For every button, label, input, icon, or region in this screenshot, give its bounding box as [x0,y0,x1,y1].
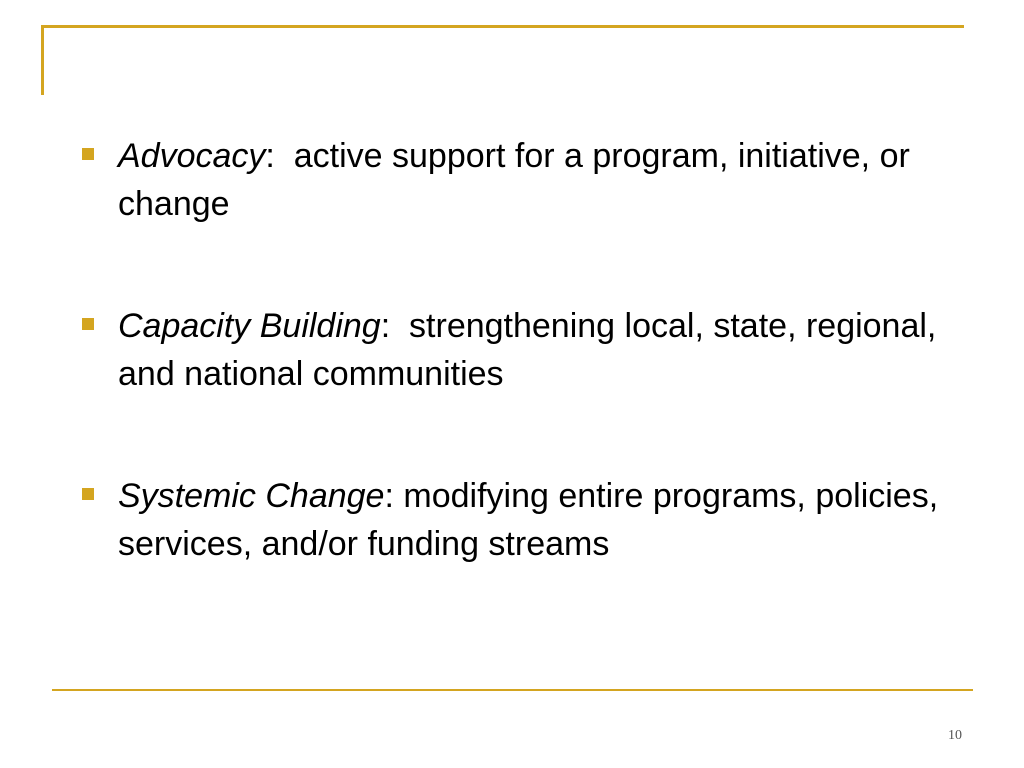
bullet-separator: : [265,137,294,175]
bullet-term: Capacity Building [118,307,381,345]
bullet-definition: strengthening local, state, regional, and national communities [118,307,937,393]
top-vertical-rule [41,25,44,95]
bullet-term: Systemic Change [118,477,385,515]
bullet-definition: active support for a program, initiative, or change [118,137,910,223]
top-horizontal-rule [41,25,964,28]
bullet-separator: : [384,477,404,515]
bullet-item-advocacy [80,132,960,228]
page-number: 10 [948,728,962,743]
square-bullet-icon [82,318,94,330]
bullet-definition: modifying entire programs, policies, services, and/or funding streams [118,477,939,563]
bullet-separator: : [380,307,410,345]
bullet-item-systemic-change [80,472,960,568]
square-bullet-icon [82,148,94,160]
square-bullet-icon [82,488,94,500]
bullet-item-capacity-building [80,302,960,398]
bullet-term: Advocacy [118,137,266,175]
bullet-list [80,132,960,568]
bottom-horizontal-rule [52,689,973,691]
